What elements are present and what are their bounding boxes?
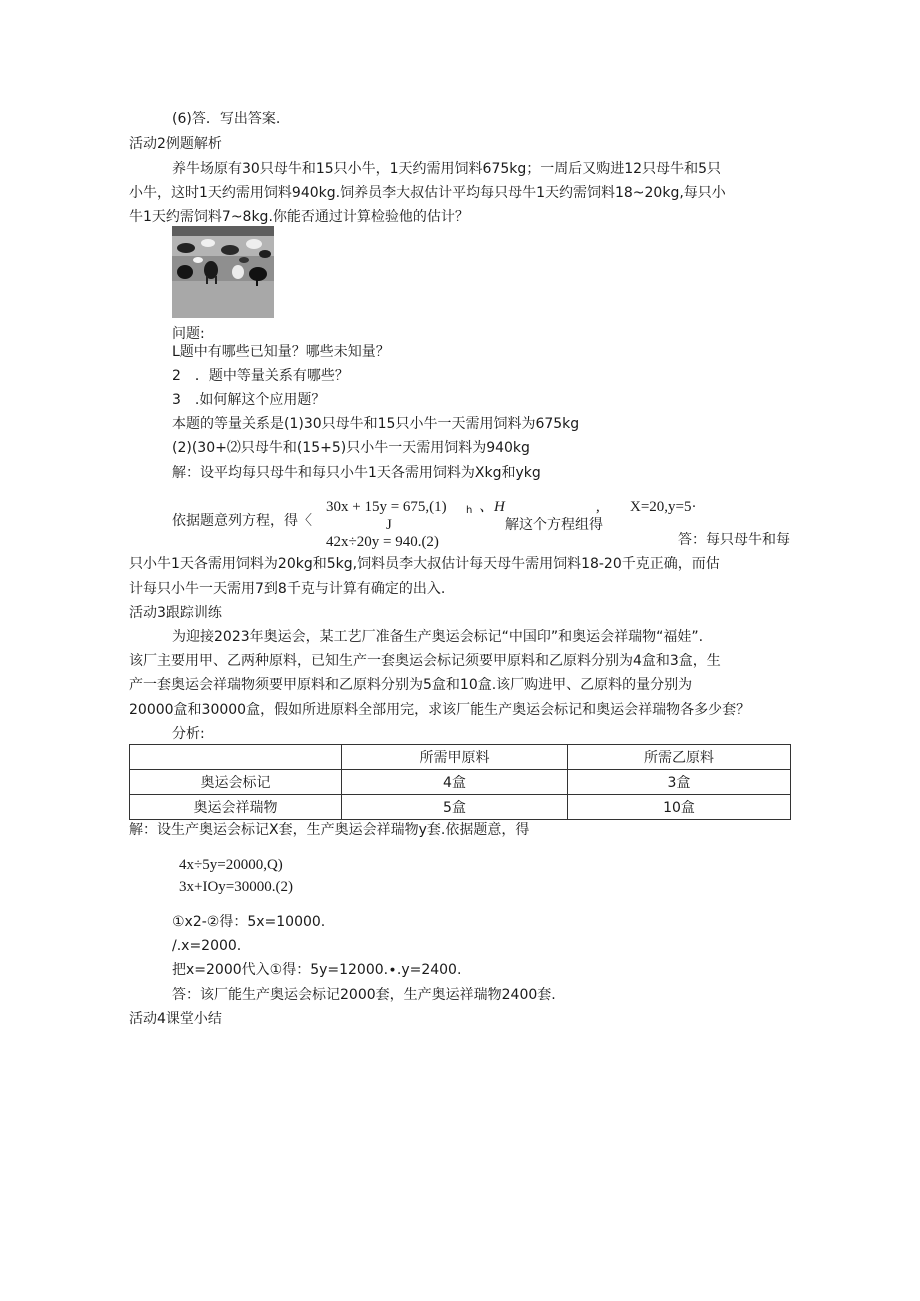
table-cell: 5盒 [342,795,568,820]
question-3: 3 .如何解这个应用题？ [172,392,326,408]
solution-setup: 解：设平均每只母牛和每只小牛1天各需用饲料为Xkg和ykg [172,465,541,481]
table-header-cell: 所需甲原料 [342,745,568,770]
training-text-line-3: 产一套奥运会祥瑞物须要甲原料和乙原料分别为5盒和10盒.该厂购进甲、乙原料的量分别为 [129,677,693,693]
elimination-step: ①x2-②得：5x=10000. [172,914,326,930]
activity-2-heading: 活动2例题解析 [129,136,222,152]
table-cell: 奥运会标记 [130,770,342,795]
question-1: L题中有哪些已知量？哪些未知量？ [172,344,390,360]
table-row [130,770,791,795]
equation-intro: 依据题意列方程，得〈 [172,513,312,529]
substitution-step: 把x=2000代入①得：5y=12000.∙.y=2400. [172,962,462,978]
equation-1-comma: , [596,499,600,515]
table-header-cell [130,745,342,770]
equal-relation-2: (2)(30+⑵只母牛和(15+5)只小牛一天需用饲料为940kg [172,440,530,456]
answer-line-1: 只小牛1天各需用饲料为20kg和5kg,饲料员李大叔估计每天母牛需用饲料18-20千克正确，而估 [129,556,720,572]
table-header-cell: 所需乙原料 [568,745,791,770]
table-cell: 奥运会祥瑞物 [130,795,342,820]
cattle-photo [172,226,274,318]
training-text-line-4: 20000盒和30000盒，假如所进原料全部用完，求该厂能生产奥运会标记和奥运会祥瑞物各多少套？ [129,702,751,718]
analysis-label: 分析: [172,726,205,742]
system-equation-1: 4x÷5y=20000,Q) [179,857,283,873]
equation-result: X=20,y=5· [630,499,697,515]
equation-bracket-j: J [386,517,392,533]
problem-text-line-2: 小牛，这时1天约需用饲料940kg.饲养员李大叔估计平均每只母牛1天约需饲料18~20kg,每只小 [129,185,726,201]
solution-2-setup: 解：设生产奥运会标记X套，生产奥运会祥瑞物y套.依据题意，得 [129,822,530,838]
step-6-answer: (6)答．写出答案. [172,111,281,127]
equation-2: 42x÷20y = 940.(2) [326,534,439,550]
materials-table [129,744,791,820]
answer-start: 答：每只母牛和每 [678,532,790,548]
questions-label: 问题: [172,326,205,342]
x-value: /.x=2000. [172,938,242,954]
problem-text-line-1: 养牛场原有30只母牛和15只小牛，1天约需用饲料675kg；一周后又购进12只母牛和5只 [172,161,721,177]
activity-3-heading: 活动3跟踪训练 [129,605,222,621]
training-text-line-2: 该厂主要用甲、乙两种原料，已知生产一套奥运会标记须要甲原料和乙原料分别为4盒和3盒，生 [129,653,721,669]
table-cell: 10盒 [568,795,791,820]
problem-text-line-3: 牛1天约需饲料7~8kg.你能否通过计算检验他的估计？ [129,209,469,225]
question-2: 2 ．题中等量关系有哪些？ [172,368,349,384]
equal-relation-1: 本题的等量关系是(1)30只母牛和15只小牛一天需用饲料为675kg [172,416,580,432]
table-cell: 4盒 [342,770,568,795]
equation-2-tail: 解这个方程组得 [505,517,603,533]
equation-1: 30x + 15y = 675,(1) [326,499,447,515]
table-header-row [130,745,791,770]
system-equation-2: 3x+IOy=30000.(2) [179,879,293,895]
table-row [130,795,791,820]
final-answer: 答：该厂能生产奥运会标记2000套，生产奥运祥瑞物2400套. [172,987,556,1003]
answer-line-2: 计每只小牛一天需用7到8千克与计算有确定的出入. [129,581,446,597]
table-cell: 3盒 [568,770,791,795]
cattle-photo-image [172,226,274,318]
activity-4-heading: 活动4课堂小结 [129,1011,222,1027]
equation-1-tail: 、H [479,499,505,515]
equation-1-mark: h [466,505,473,516]
training-text-line-1: 为迎接2023年奥运会，某工艺厂准备生产奥运会标记“中国印”和奥运会祥瑞物“福娃”. [172,629,704,645]
